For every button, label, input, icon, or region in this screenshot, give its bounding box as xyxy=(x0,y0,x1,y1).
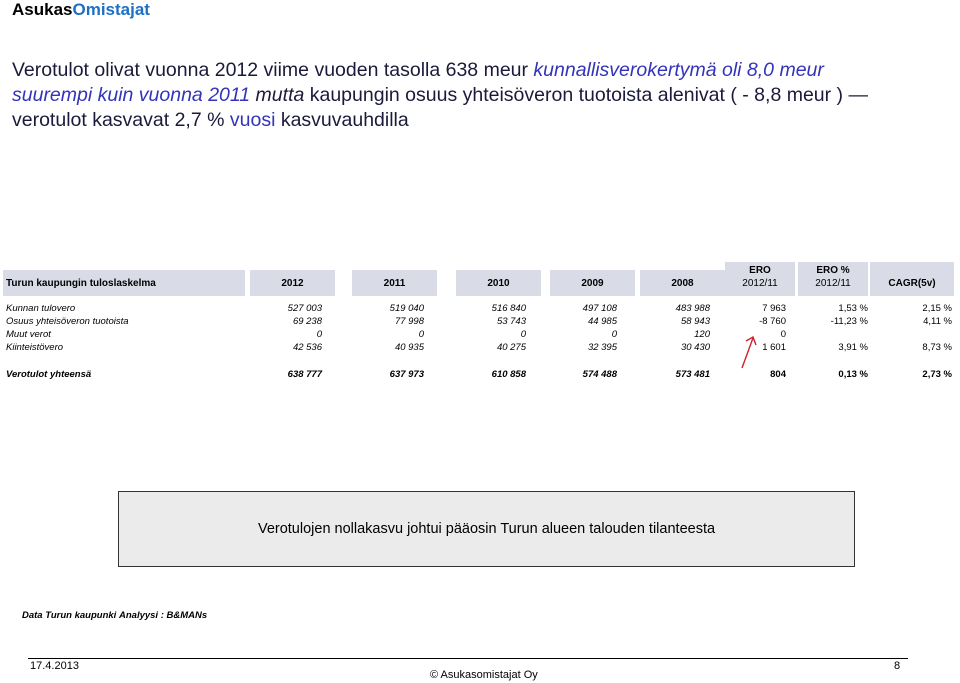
footer-date: 17.4.2013 xyxy=(30,660,79,672)
footer-divider xyxy=(28,658,908,659)
cell-cagr: 8,73 % xyxy=(922,342,952,353)
cell-2009: 44 985 xyxy=(587,316,617,327)
cell-cagr: 4,11 % xyxy=(923,316,952,327)
row-label: Muut verot xyxy=(6,329,51,340)
cell-2011: 40 935 xyxy=(394,342,424,353)
header-ero-pct: ERO % xyxy=(816,265,850,276)
source-analysis: Analyysi : B&MANs xyxy=(119,610,208,621)
cell-cagr: 2,15 % xyxy=(922,303,952,314)
cell-cagr: 2,73 % xyxy=(922,369,952,380)
cell-2009: 497 108 xyxy=(582,303,617,314)
cell-2009: 32 395 xyxy=(587,342,617,353)
headline xyxy=(12,58,952,133)
table-row xyxy=(0,329,960,342)
headline-s1: Verotulot olivat vuonna 2012 viime vuoden tasolla 638 meur xyxy=(12,59,534,81)
cell-2012: 527 003 xyxy=(287,303,322,314)
row-label: Verotulot yhteensä xyxy=(6,369,92,380)
headline-s8: kasvuvauhdilla xyxy=(275,109,409,131)
cell-2011: 519 040 xyxy=(389,303,424,314)
headline-s4: mutta xyxy=(250,84,305,106)
headline-s7: vuosi xyxy=(229,109,276,131)
header-year-2011: 2011 xyxy=(383,278,406,289)
logo-part-2: Omistajat xyxy=(72,0,150,19)
cell-2009: 574 488 xyxy=(582,369,617,380)
red-arrow-icon xyxy=(736,332,760,372)
table-row xyxy=(0,316,960,329)
cell-2008: 58 943 xyxy=(680,316,710,327)
source-data: Data Turun kaupunki xyxy=(22,610,117,621)
cell-2008: 120 xyxy=(694,329,710,340)
header-year-2009: 2009 xyxy=(581,278,604,289)
cell-2008: 30 430 xyxy=(680,342,710,353)
cell-2012: 42 536 xyxy=(292,342,322,353)
cell-2008: 483 988 xyxy=(675,303,710,314)
cell-ero-pct: 0,13 % xyxy=(838,369,868,380)
cell-2010: 610 858 xyxy=(491,369,526,380)
cell-2010: 53 743 xyxy=(496,316,526,327)
cell-ero: 7 963 xyxy=(762,303,786,314)
header-title: Turun kaupungin tuloslaskelma xyxy=(6,278,156,289)
header-year-2010: 2010 xyxy=(487,278,510,289)
cell-ero: -8 760 xyxy=(759,316,786,327)
logo-part-1: Asukas xyxy=(12,0,73,19)
cell-2010: 0 xyxy=(520,329,526,340)
cell-2012: 638 777 xyxy=(287,369,322,380)
cell-2012: 0 xyxy=(316,329,322,340)
headline-s3: suurempi kuin vuonna 2011 xyxy=(12,84,251,106)
cell-ero: 1 601 xyxy=(762,342,786,353)
cell-ero-pct: -11,23 % xyxy=(830,316,868,327)
headline-s2: kunnallisverokertymä oli 8,0 meur xyxy=(533,59,824,81)
cell-ero-pct: 3,91 % xyxy=(838,342,868,353)
row-label: Kiinteistövero xyxy=(6,342,64,353)
table-row xyxy=(0,303,960,316)
header-year-2012: 2012 xyxy=(281,278,304,289)
headline-s5: kaupungin osuus yhteisöveron tuotoista alenivat ( - 8,8 meur ) — xyxy=(304,84,868,106)
header-ero-sub: 2012/11 xyxy=(742,278,778,289)
cell-ero: 0 xyxy=(780,329,786,340)
header-cagr: CAGR(5v) xyxy=(888,278,936,289)
cell-2011: 637 973 xyxy=(389,369,424,380)
cell-2008: 573 481 xyxy=(675,369,710,380)
headline-s6: verotulot kasvavat 2,7 % xyxy=(12,109,230,131)
table-row-total xyxy=(0,369,960,382)
cell-2010: 40 275 xyxy=(496,342,526,353)
cell-2012: 69 238 xyxy=(292,316,322,327)
cell-2010: 516 840 xyxy=(491,303,526,314)
cell-2011: 0 xyxy=(418,329,424,340)
cell-ero: 804 xyxy=(770,369,786,380)
row-label: Kunnan tulovero xyxy=(6,303,76,314)
callout-box xyxy=(118,491,855,567)
header-year-2008: 2008 xyxy=(671,278,694,289)
header-ero: ERO xyxy=(749,265,771,276)
cell-ero-pct: 1,53 % xyxy=(838,303,868,314)
header-ero-pct-sub: 2012/11 xyxy=(815,278,851,289)
cell-2009: 0 xyxy=(611,329,617,340)
table-row xyxy=(0,342,960,355)
row-label: Osuus yhteisöveron tuotoista xyxy=(6,316,129,327)
logo xyxy=(12,0,150,20)
callout-text: Verotulojen nollakasvu johtui pääosin Turun alueen talouden tilanteesta xyxy=(257,521,716,537)
footer-copyright: © Asukasomistajat Oy xyxy=(430,669,538,681)
cell-2011: 77 998 xyxy=(394,316,424,327)
footer-page-number: 8 xyxy=(894,660,901,672)
